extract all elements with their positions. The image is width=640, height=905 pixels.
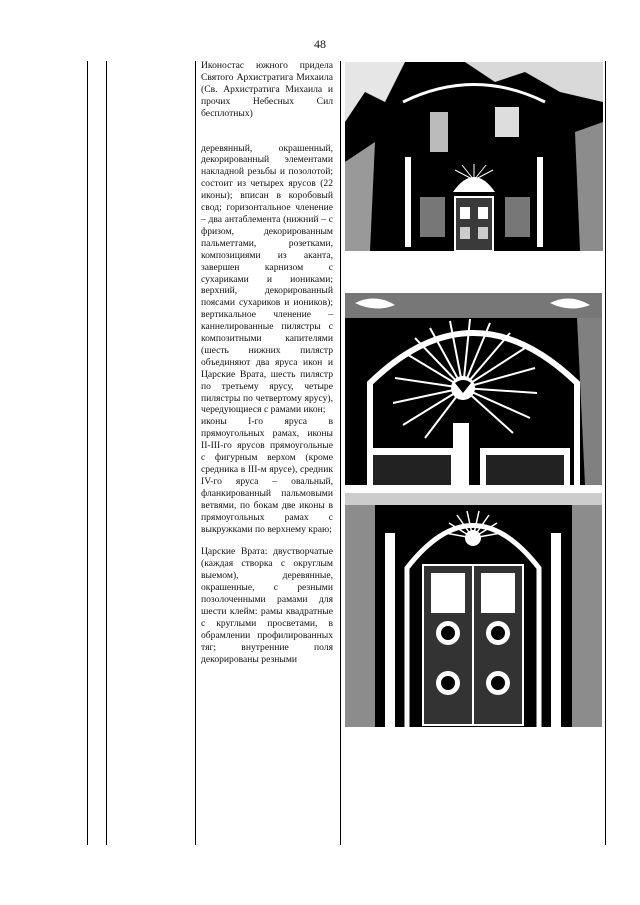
table-border-left <box>87 61 88 845</box>
iconostasis-gloria-detail-photo <box>345 293 602 485</box>
page-number: 48 <box>314 37 326 51</box>
table-border-right <box>605 61 606 845</box>
description-cell <box>201 60 333 666</box>
iconostasis-description: деревянный, окрашенный, декорированный элементами накладной резьбы и позолотой; состоит из четырех ярусов (22 иконы); вписан в коробовый свод; горизонтальное членение – два антаблемента (нижний – с фризом, декорированным пальметтами, розетками, композициями из аканта, завершен карнизом с сухариками и иониками; верхний, декорированный поясами сухариков и иоников); вертикальное членение – каннелированные пилястры с композитными капителями (шесть нижних пилястр объединяют два яруса икон и Царские Врата, шесть пилястр по третьему ярусу, четыре пилястры по четвертому ярусу), чередующиеся с рамами икон; <box>201 142 333 416</box>
icons-description: иконы I-го яруса в прямоугольных рамах, иконы II-III-го ярусов прямоугольные с фигурным верхом (кроме средника в III-м ярусе), средник IV-го яруса – овальный, фланкированный пальмовыми ветвями, по бокам две иконы в прямоугольных рамах с выкружками по верхнему краю; <box>201 416 333 535</box>
iconostasis-title: Иконостас южного придела Святого Архистратига Михаила (Св. Архистратига Михаила и прочих Небесных Сил бесплотных) <box>201 60 333 119</box>
royal-doors-photo <box>345 493 602 727</box>
table-column-divider-3 <box>340 61 341 845</box>
table-column-divider-2 <box>195 61 196 845</box>
iconostasis-general-view-photo <box>345 62 603 251</box>
table-column-divider-1 <box>106 61 107 845</box>
royal-doors-description: Царские Врата: двустворчатые (каждая створка с округлым выемом), деревянные, окрашенные, с резными позолоченными рамами для шести клейм: рамы квадратные с круглыми просветами, в обрамлении профилированных тяг; внутренние поля декорированы резными <box>201 546 333 665</box>
